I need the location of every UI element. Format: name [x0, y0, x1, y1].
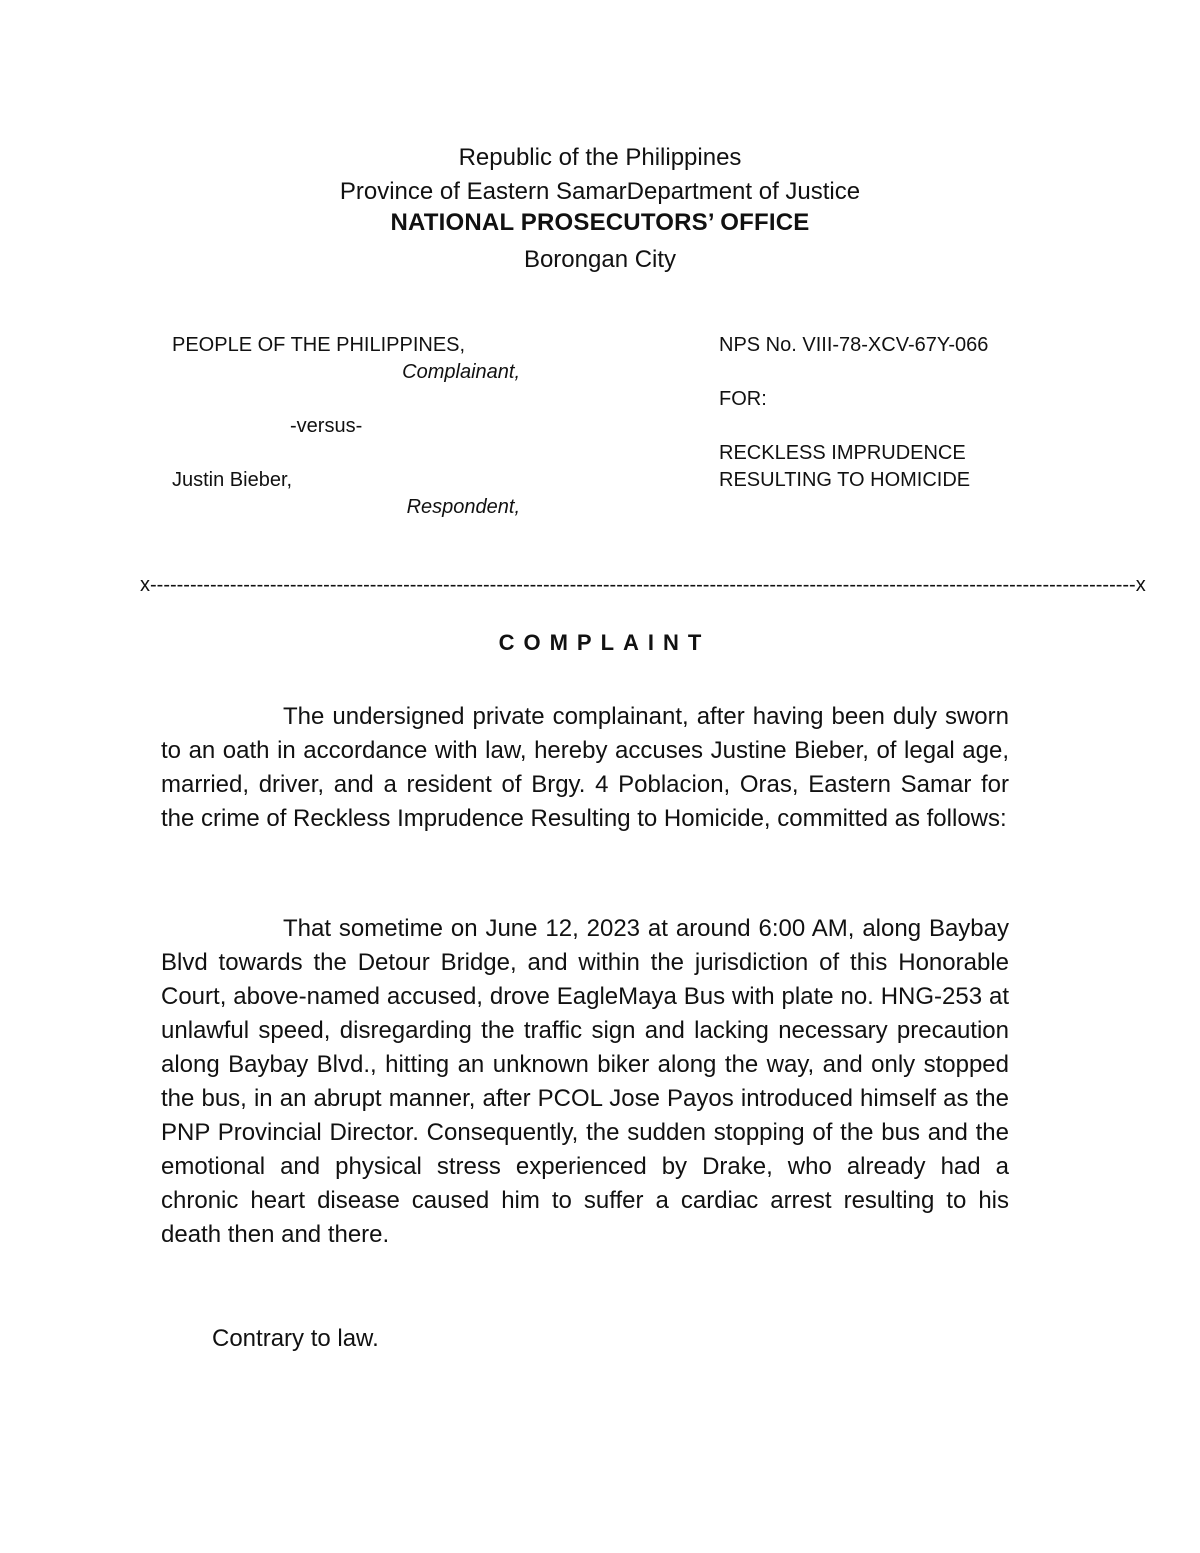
- republic-line: Republic of the Philippines: [458, 144, 742, 171]
- closing-statement: Contrary to law.: [212, 1325, 379, 1352]
- paragraph-accusation-text: The undersigned private complainant, after having been duly sworn to an oath in accordance with law, hereby accuses Justine Bieber, of legal age, married, driver, and a resident of Brgy. 4 Poblacion, Oras, Eastern Samar for the crime of Reckless Imprudence Resulting to Homicide, committed as follows:: [161, 703, 1009, 832]
- document-title: COMPLAINT: [498, 630, 711, 655]
- case-parties: [172, 332, 532, 521]
- offense-line-2: RESULTING TO HOMICIDE: [719, 469, 971, 491]
- caption-divider: x----------------------------------------------------------------------------------------------------------------------------------------------------x: [140, 574, 1146, 596]
- for-label: FOR:: [719, 388, 767, 410]
- city-line: Borongan City: [523, 246, 677, 273]
- offense-line-1: RECKLESS IMPRUDENCE: [719, 442, 966, 464]
- case-number: NPS No. VIII-78-XCV-67Y-066: [719, 334, 989, 356]
- respondent-name: Justin Bieber,: [172, 469, 293, 491]
- paragraph-accusation: [161, 700, 1009, 836]
- province-department-line: Province of Eastern SamarDepartment of Justice: [339, 178, 861, 205]
- case-details: [719, 332, 1079, 494]
- respondent-role: Respondent,: [406, 496, 520, 518]
- complainant-name: PEOPLE OF THE PHILIPPINES,: [172, 334, 466, 356]
- letterhead: [0, 141, 1200, 277]
- complainant-role: Complainant,: [402, 361, 520, 383]
- paragraph-facts: [161, 912, 1009, 1252]
- paragraph-facts-text: That sometime on June 12, 2023 at around 6:00 AM, along Baybay Blvd towards the Detour Bridge, and within the jurisdiction of this Honorable Court, above-named accused, drove EagleMaya Bus with plate no. HNG-253 at unlawful speed, disregarding the traffic sign and lacking necessary precaution along Baybay Blvd., hitting an unknown biker along the way, and only stopped the bus, in an abrupt manner, after PCOL Jose Payos introduced himself as the PNP Provincial Director. Consequently, the sudden stopping of the bus and the emotional and physical stress experienced by Drake, who already had a chronic heart disease caused him to suffer a cardiac arrest resulting to his death then and there.: [161, 915, 1009, 1248]
- versus-label: -versus-: [290, 415, 363, 437]
- office-name: NATIONAL PROSECUTORS’ OFFICE: [390, 209, 810, 236]
